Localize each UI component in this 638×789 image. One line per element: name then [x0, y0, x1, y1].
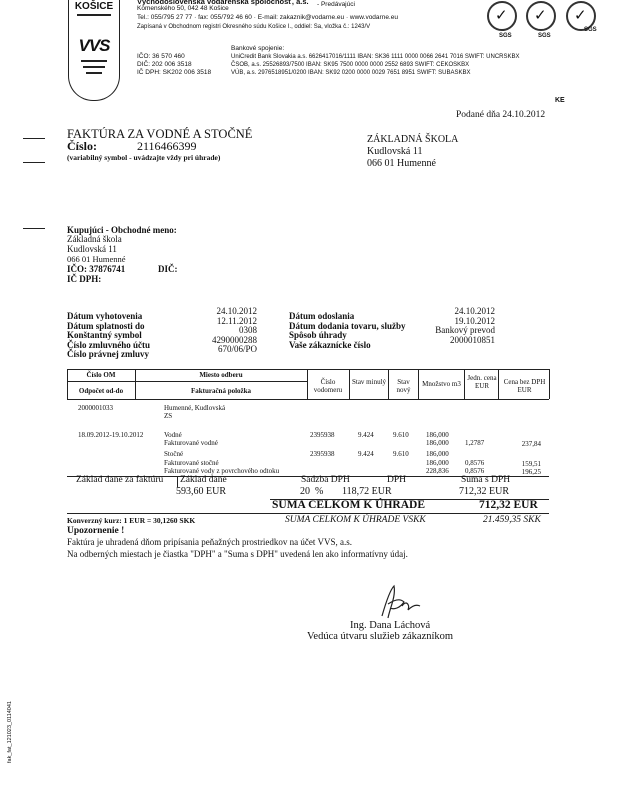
total-value: 712,32 EUR — [479, 499, 538, 511]
row-unit: 0,8576 — [465, 467, 485, 475]
row-unit: 0,8576 — [465, 459, 485, 467]
details-right — [289, 306, 495, 350]
fold-mark — [23, 162, 45, 163]
detail-value: 4290000288 — [212, 334, 257, 345]
posted-date: Podané dňa 24.10.2012 — [456, 110, 546, 120]
th-cislo-om: Číslo OM — [86, 371, 116, 379]
cert-label-3: SGS — [584, 27, 597, 33]
detail-label: Vaše zákaznícke číslo — [289, 339, 371, 350]
detail-label: Dátum dodania tovaru, služby — [289, 320, 406, 331]
detail-row — [67, 344, 257, 359]
handwritten-signature — [376, 582, 424, 622]
notice-title: Upozornenie ! — [67, 526, 125, 536]
billing-period: 18.09.2012-19.10.2012 — [78, 431, 144, 439]
signatory-name: Ing. Dana Láchová — [350, 620, 431, 631]
total-label: SUMA CELKOM K ÚHRADE — [272, 499, 426, 511]
row-unit: 1,2787 — [465, 439, 485, 447]
company-icdph: IČ DPH: SK202 006 3518 — [137, 69, 212, 76]
row-item: Vodné — [164, 431, 182, 439]
row-item: Fakturované vody z povrchového odtoku — [164, 467, 280, 475]
detail-label: Spôsob úhrady — [289, 330, 347, 340]
bank-csob: ČSOB, a.s. 25526893/7500 IBAN: SK95 7500 0000 0000 2552 6893 SWIFT: CEKOSKBX — [231, 62, 470, 68]
company-address: Komenského 50, 042 48 Košice — [137, 5, 229, 12]
row-item: Stočné — [164, 450, 184, 458]
detail-row — [289, 334, 495, 350]
row-qty: 186,000 — [426, 431, 449, 439]
detail-label: Konštantný symbol — [67, 330, 142, 340]
company-logo — [68, 0, 120, 101]
predavajuci-label: - Predávajúci — [317, 1, 355, 8]
certification-badge-2 — [526, 1, 556, 31]
row-prev: 9.424 — [358, 431, 374, 439]
row-new: 9.610 — [393, 450, 409, 458]
check-icon: ✓ — [574, 6, 587, 24]
detail-label: Číslo zmluvného účtu — [67, 339, 151, 350]
row-price: 237,84 — [521, 440, 541, 448]
recipient-line-1: ZÁKLADNÁ ŠKOLA — [367, 134, 459, 145]
row-price: 196,25 — [521, 468, 541, 476]
detail-label: Dátum splatnosti do — [67, 320, 145, 331]
summary-dph-header: DPH — [387, 475, 407, 485]
recipient-line-2: Kudlovská 11 — [367, 146, 423, 157]
detail-label: Dátum vyhotovenia — [67, 311, 143, 321]
row-qty: 186,000 — [426, 439, 449, 447]
side-document-code: fak_fat_121023_0114041 — [7, 701, 13, 763]
logo-letters: VVS — [78, 36, 110, 55]
signatory-role: Vedúca útvaru služieb zákazníkom — [307, 631, 454, 642]
th-jedn-cena: Jedn. cena EUR — [467, 374, 497, 390]
row-qty: 228,836 — [426, 467, 449, 475]
detail-label: Číslo právnej zmluvy — [67, 349, 149, 359]
recipient-line-3: 066 01 Humenné — [367, 158, 436, 169]
company-ico: IČO: 36 570 460 — [137, 53, 185, 60]
detail-value: 0308 — [239, 325, 257, 335]
check-icon: ✓ — [495, 6, 508, 24]
detail-value: 19.10.2012 — [454, 315, 495, 326]
conversion-rate: Konverzný kurz: 1 EUR = 30,1260 SKK — [67, 516, 196, 525]
cert-label-1: SGS — [499, 33, 512, 39]
detail-label: Dátum odoslania — [289, 311, 355, 321]
detail-value: 2000010851 — [450, 334, 495, 345]
detail-value: Bankový prevod — [435, 325, 495, 335]
summary-suma-value: 712,32 EUR — [459, 486, 509, 497]
summary-sadzba-value: 20 % — [300, 486, 324, 497]
th-mnozstvo: Množstvo m3 — [422, 380, 461, 388]
row-meter: 2395938 — [310, 450, 335, 458]
check-icon: ✓ — [534, 6, 547, 24]
buyer-dic: DIČ: — [158, 264, 178, 274]
bank-title: Bankové spojenie: — [231, 45, 285, 52]
certification-badge-1 — [487, 1, 517, 31]
total-skk-value: 21.459,35 SKK — [483, 515, 541, 525]
invoice-number: 2116466399 — [137, 139, 197, 153]
th-fakturacna-polozka: Fakturačná položka — [190, 387, 252, 395]
th-miesto-odberu: Miesto odberu — [199, 371, 243, 379]
row-new: 9.610 — [393, 431, 409, 439]
row-qty: 186,000 — [426, 459, 449, 467]
logo-city-text: KOŠICE — [74, 1, 114, 12]
row-meter: 2395938 — [310, 431, 335, 439]
fold-mark — [23, 228, 45, 229]
th-cena-bez-dph: Cena bez DPH EUR — [503, 378, 546, 394]
company-contacts: Tel.: 055/795 27 77 · fax: 055/792 46 60 · E-mail: zakaznik@vodarne.eu · www.vodarne.eu — [137, 14, 398, 21]
buyer-line-2: Kudlovská 11 — [67, 244, 117, 254]
invoice-number-label: Číslo: — [67, 139, 97, 153]
row-item: Fakturované vodné — [164, 439, 218, 447]
summary-suma-header: Suma s DPH — [461, 475, 511, 485]
buyer-label: Kupujúci - Obchodné meno: — [67, 225, 177, 235]
fold-mark — [23, 138, 45, 139]
company-name: Východoslovenská vodárenská spoločnosť, a.s. — [137, 0, 309, 6]
row-qty: 186,000 — [426, 450, 449, 458]
bank-unicredit: UniCredit Bank Slovakia a.s. 6626417016/1111 IBAN: SK36 1111 0000 0066 2641 7016 SWIFT: UNCRSKBX — [231, 54, 520, 60]
summary-zaklad-faktura: Základ dane za faktúru — [76, 475, 164, 485]
buyer-icdph: IČ DPH: — [67, 274, 102, 284]
bank-vub: VÚB, a.s. 2976518951/0200 IBAN: SK92 0200 0000 0029 7651 8951 SWIFT: SUBASKBX — [231, 70, 471, 76]
om-place: Humenné, Kudlovská — [164, 404, 226, 412]
row-prev: 9.424 — [358, 450, 374, 458]
invoice-title: FAKTÚRA ZA VODNÉ A STOČNÉ — [67, 127, 253, 141]
summary-dph-value: 118,72 EUR — [342, 486, 392, 497]
company-registry: Zapísaná v Obchodnom registri Okresného súdu Košice I., oddiel: Sa, vložka č.: 1243/V — [137, 24, 371, 30]
th-odpocet: Odpočet od-do — [78, 387, 124, 395]
th-vodomer: Číslo vodomeru — [313, 378, 343, 394]
details-left — [67, 306, 257, 359]
detail-value: 670/06/PO — [217, 344, 257, 354]
th-stav-novy: Stav nový — [396, 378, 411, 394]
variable-symbol-note: (variabilný symbol - uvádzajte vždy pri úhrade) — [67, 153, 221, 162]
buyer-line-1: Základná škola — [67, 234, 122, 244]
cert-label-2: SGS — [538, 33, 551, 39]
detail-value: 12.11.2012 — [216, 315, 257, 326]
buyer-ico: IČO: 37876741 — [67, 264, 126, 274]
total-skk-label: SUMA CELKOM K ÚHRADE VSKK — [285, 515, 426, 525]
region-code: KE — [555, 97, 565, 104]
summary-zaklad-value: 593,60 EUR — [176, 486, 226, 497]
buyer-line-3: 066 01 Humenné — [67, 254, 126, 264]
summary-zaklad-header: Základ dane — [180, 475, 227, 485]
company-dic: DIČ: 202 006 3518 — [137, 61, 192, 68]
th-stav-minuly: Stav minulý — [351, 378, 387, 386]
detail-value: 24.10.2012 — [454, 306, 495, 316]
notice-line-1: Faktúra je uhradená dňom pripísania peňažných prostriedkov na účet VVS, a.s. — [67, 537, 353, 547]
row-price: 159,51 — [521, 460, 541, 468]
om-number: 2000001033 — [78, 404, 113, 412]
detail-value: 24.10.2012 — [216, 306, 257, 316]
notice-line-2: Na odberných miestach je čiastka "DPH" a "Suma s DPH" uvedená len ako informatívny údaj. — [67, 549, 408, 559]
summary-sadzba-header: Sadzba DPH — [301, 475, 350, 485]
om-place-code: ZS — [164, 412, 173, 420]
row-item: Fakturované stočné — [164, 459, 219, 467]
